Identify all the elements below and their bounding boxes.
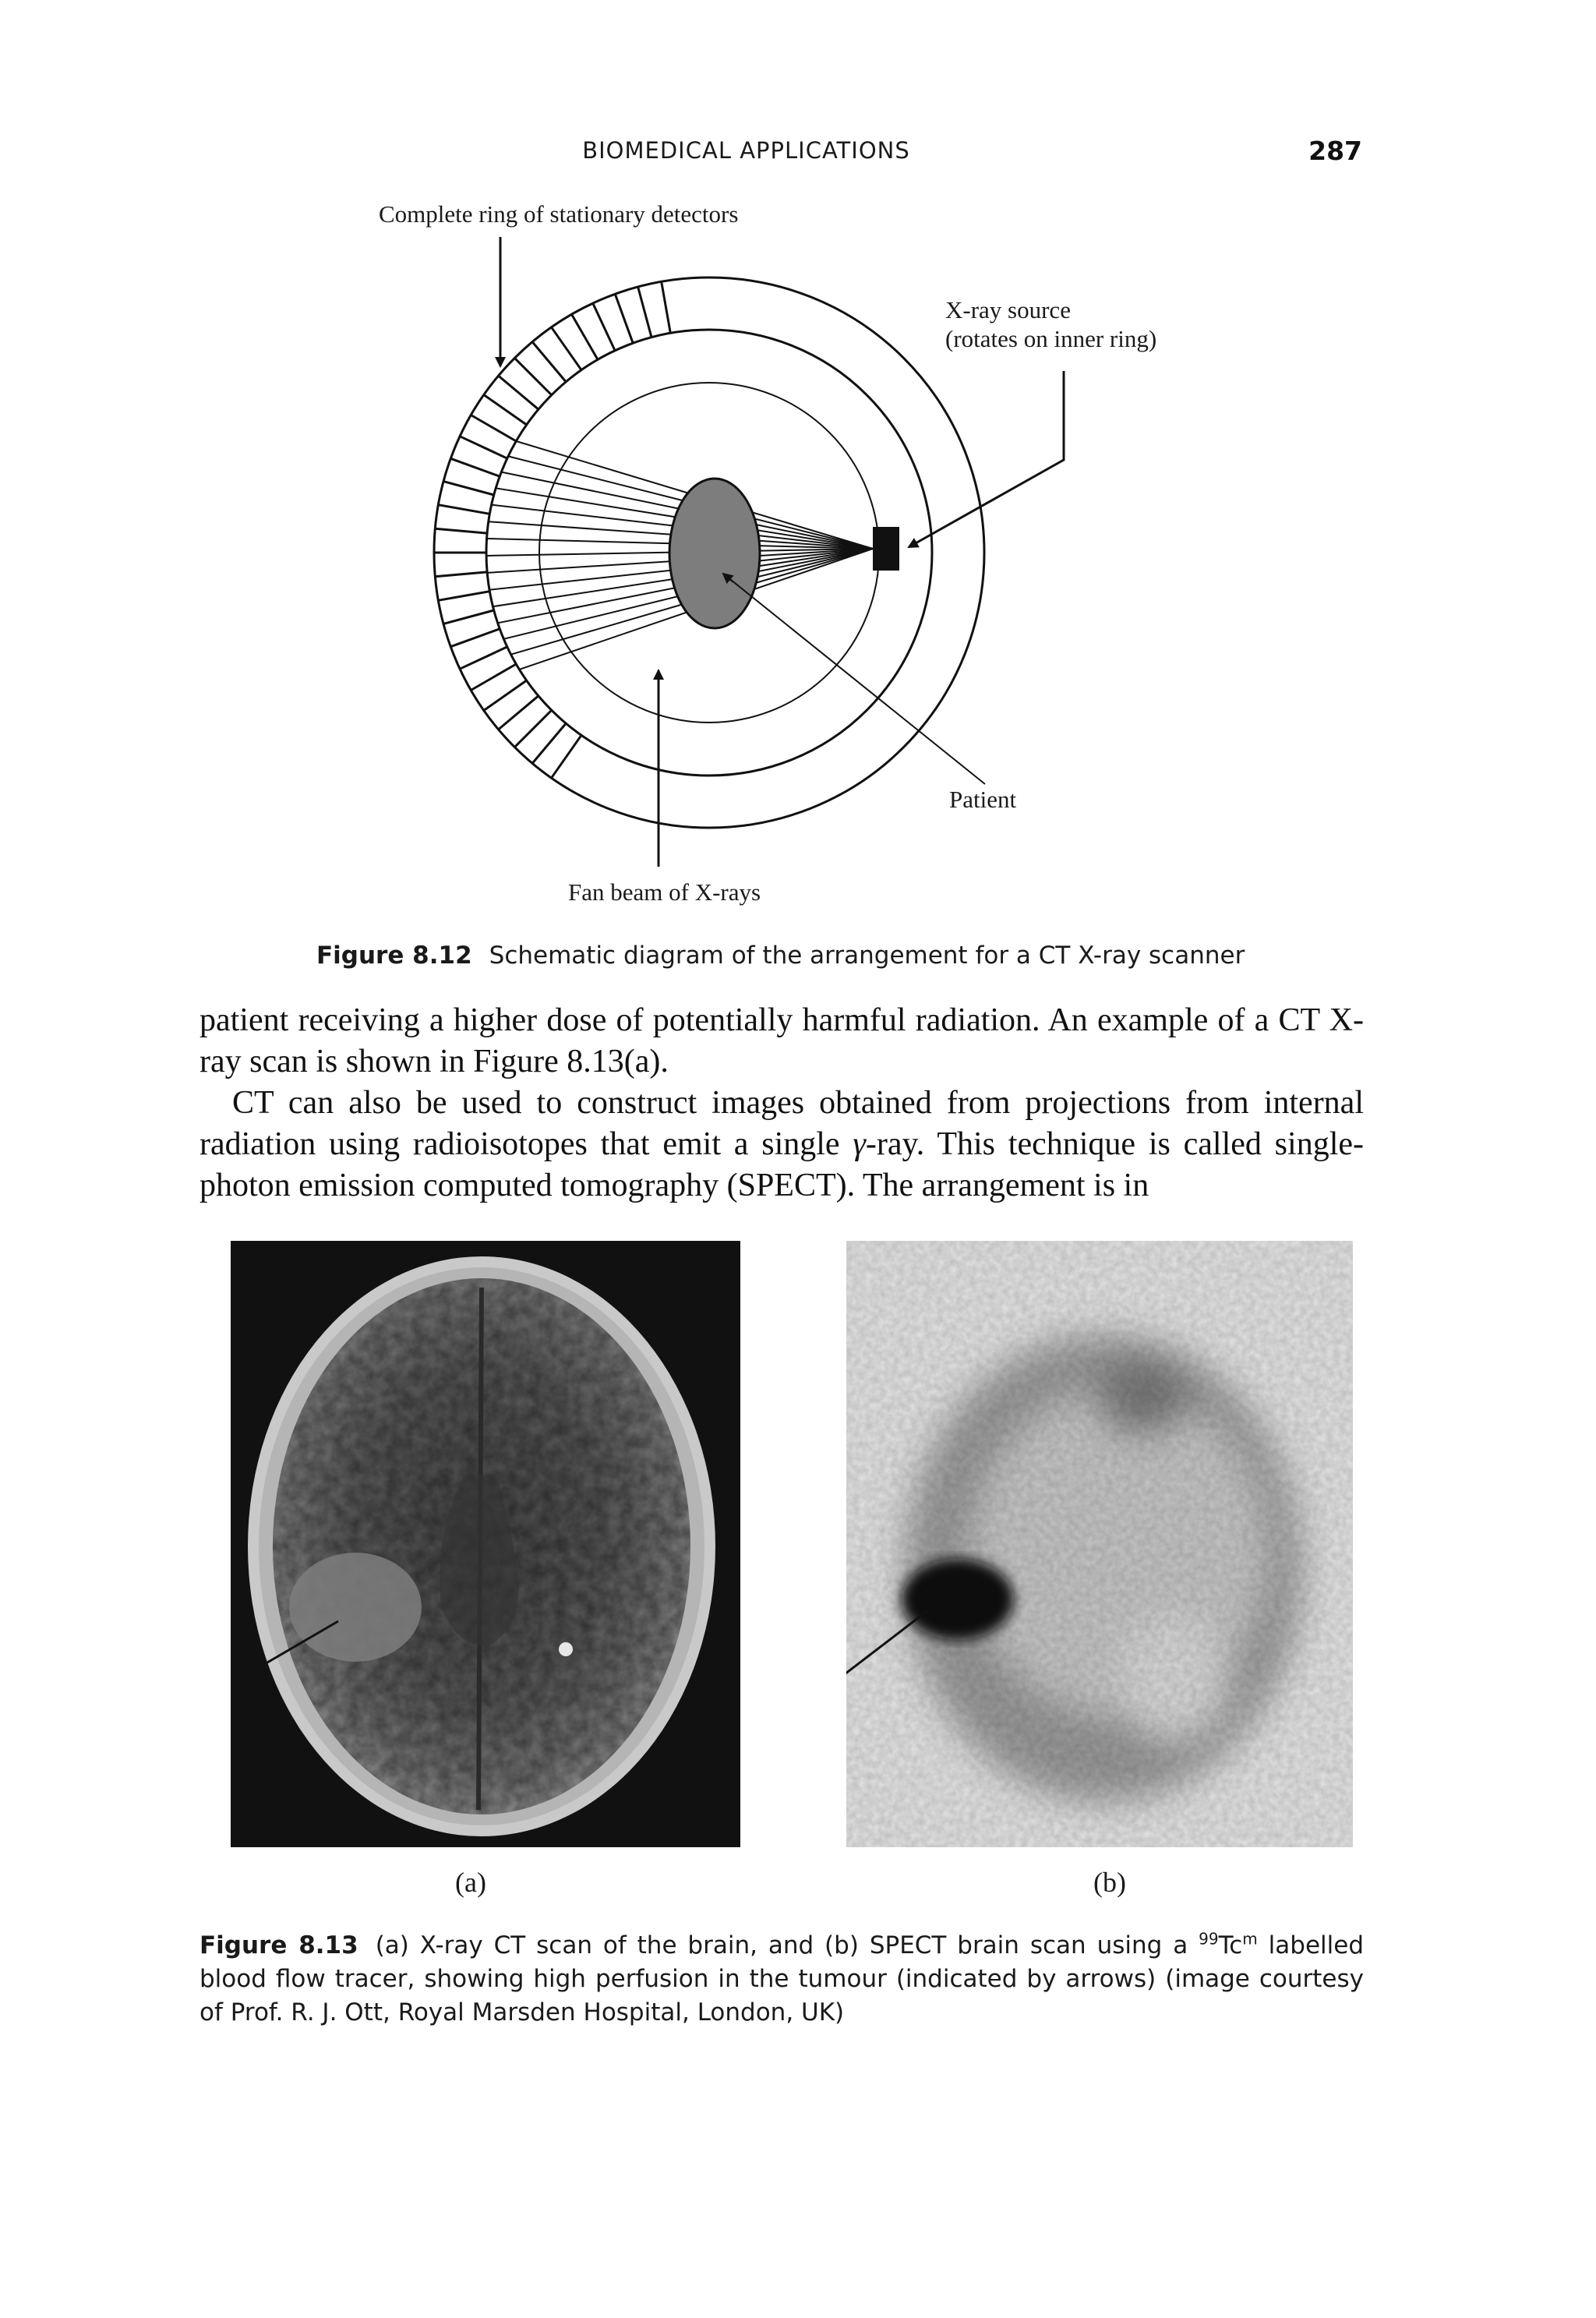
detector-segment — [514, 358, 551, 394]
detector-segment — [460, 436, 507, 458]
detector-segment — [471, 664, 516, 691]
detector-ring-segments — [434, 281, 670, 778]
detector-segment — [443, 610, 494, 624]
detector-segment — [615, 294, 633, 343]
body-text — [200, 1000, 1364, 1207]
detector-segment — [471, 415, 516, 442]
panel-label-a: (a) — [455, 1867, 486, 1898]
detector-segment — [638, 287, 651, 337]
detector-segment — [552, 735, 582, 778]
detector-segment — [514, 710, 551, 747]
panel-label-b: (b) — [1093, 1867, 1126, 1898]
detector-segment — [532, 342, 566, 382]
ct-lesion-region — [289, 1553, 422, 1662]
body-text-run: -ray. This technique is called single-photon emission computed tomography (SPECT). The arrangement is in — [200, 1126, 1364, 1203]
caption-text: Schematic diagram of the arrangement for a CT X-ray scanner — [489, 942, 1245, 970]
detector-segment — [450, 629, 500, 647]
caption-figure-number: Figure 8.12 — [316, 942, 472, 970]
caption-text: labelled blood flow tracer, showing high perfusion in the tumour (indicated by arrows) (image courtesy of Prof. R. J. Ott, Royal Marsden Hospital, London, UK) — [200, 1931, 1364, 2026]
label-source-rotation: (rotates on inner ring) — [945, 325, 1157, 352]
label-xray-source: X-ray source — [945, 296, 1071, 323]
caption-figure-number: Figure 8.13 — [200, 1931, 358, 1959]
source-leader-arrow — [909, 371, 1064, 547]
label-detectors: Complete ring of stationary detectors — [379, 200, 739, 228]
detector-segment — [484, 680, 527, 711]
detector-segment — [435, 528, 487, 533]
body-paragraph — [200, 1083, 1364, 1207]
detector-segment — [438, 592, 489, 601]
patient-leader-line — [727, 577, 985, 784]
figure-8-13-caption — [200, 1929, 1364, 2030]
isotope-symbol: Tc — [1218, 1931, 1243, 1959]
ct-scanner-diagram — [0, 0, 1596, 935]
patient-cross-section — [669, 479, 760, 628]
ct-brain-scan-image — [231, 1241, 740, 1847]
detector-segment — [662, 281, 671, 333]
detector-segment — [460, 647, 507, 669]
detector-segment — [552, 327, 582, 370]
detector-segment — [438, 505, 489, 514]
detector-segment — [593, 303, 615, 351]
detector-segment — [499, 696, 538, 730]
gamma-symbol: γ — [853, 1126, 866, 1162]
figure-8-12-caption — [316, 939, 1407, 973]
detector-segment — [435, 572, 487, 577]
x-ray-source-block — [873, 527, 899, 571]
isotope-mass-number: 99 — [1199, 1929, 1219, 1949]
detector-segment — [484, 395, 527, 426]
spect-tumour-hotspot — [902, 1559, 1014, 1640]
detector-segment — [499, 376, 538, 409]
body-text-run: CT can also be used to construct images obtained from projections from internal radiation using radioisotopes that emit a single — [200, 1085, 1364, 1162]
label-fan-beam: Fan beam of X-rays — [568, 878, 761, 906]
isotope-metastable-state: m — [1242, 1929, 1258, 1949]
detector-segment — [572, 314, 598, 359]
detector-segment — [450, 458, 500, 476]
detector-segment — [443, 482, 494, 495]
page-number: 287 — [1308, 136, 1362, 166]
body-paragraph: patient receiving a higher dose of potentially harmful radiation. An example of a CT X-ray scan is shown in Figure 8.13(a). — [200, 1002, 1364, 1079]
running-title: BIOMEDICAL APPLICATIONS — [582, 137, 910, 164]
label-patient: Patient — [949, 786, 1017, 813]
spect-brain-scan-image — [846, 1241, 1353, 1847]
caption-text: (a) X-ray CT scan of the brain, and (b) SPECT brain scan using a — [375, 1931, 1199, 1959]
detector-segment — [532, 723, 566, 763]
